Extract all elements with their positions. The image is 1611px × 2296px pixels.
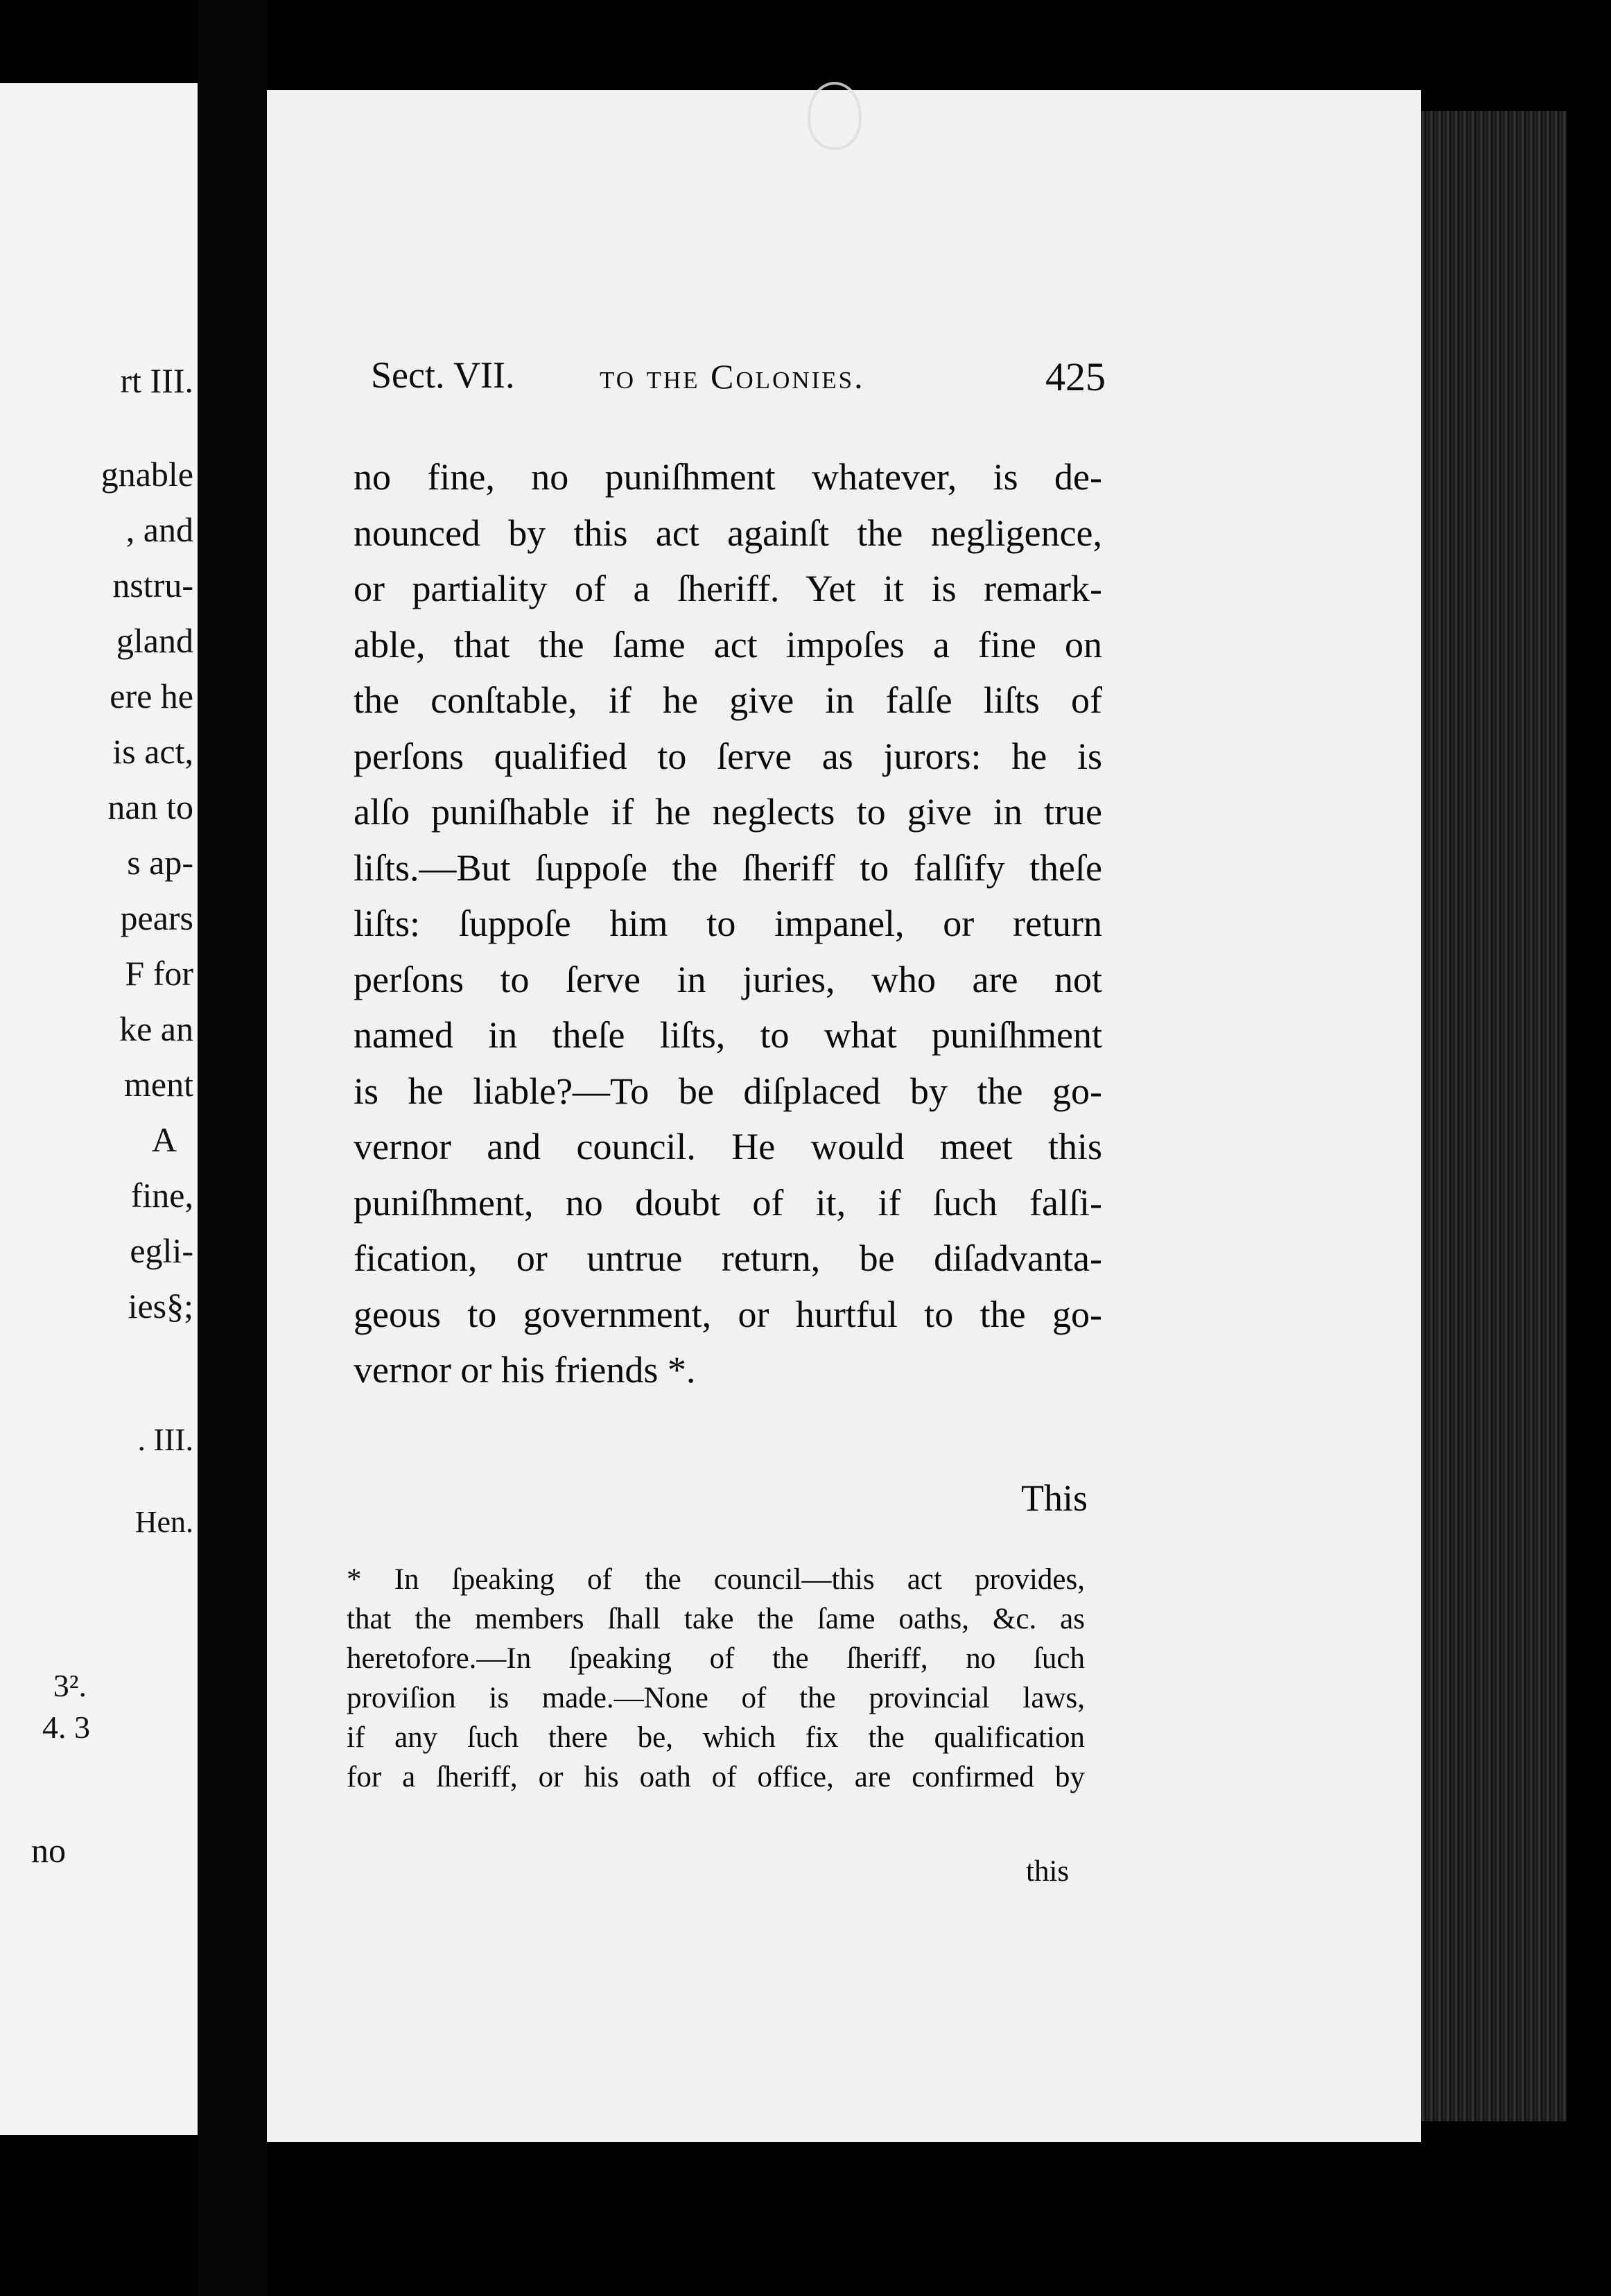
left-page-fragment: ies§;	[128, 1287, 193, 1325]
body-text	[354, 449, 1102, 1398]
footnote-line: * In ſpeaking of the council—this act provides,	[347, 1563, 1085, 1596]
footnote-line: if any ſuch there be, which fix the qualification	[347, 1721, 1085, 1754]
body-line: able, that the ſame act impoſes a fine on	[354, 623, 1102, 666]
body-line: no fine, no puniſhment whatever, is de-	[354, 456, 1102, 498]
footnote-line: proviſion is made.—None of the provincial laws,	[347, 1682, 1085, 1714]
footnote	[347, 1560, 1085, 1797]
left-page-fragment: ment	[124, 1065, 193, 1104]
left-page-fragment: s ap-	[127, 843, 193, 882]
body-line: puniſhment, no doubt of it, if ſuch falſi-	[354, 1181, 1102, 1224]
left-page-fragment: ere he	[110, 677, 193, 715]
footnote-line: for a ſheriff, or his oath of office, are confirmed by	[347, 1761, 1085, 1793]
left-page-fragment: F for	[125, 954, 193, 993]
body-line: nounced by this act againſt the negligence,	[354, 512, 1102, 554]
left-page	[0, 83, 198, 2135]
left-page-fragment: Hen.	[134, 1505, 193, 1539]
running-title: to the Colonies.	[600, 357, 865, 396]
body-line: vernor and council. He would meet this	[354, 1126, 1102, 1167]
left-page-fragment: egli-	[130, 1231, 193, 1270]
body-line: is he liable?—To be diſplaced by the go-	[354, 1070, 1102, 1112]
left-page-fragment: nan to	[107, 788, 193, 826]
body-line: perſons to ſerve in juries, who are not	[354, 958, 1102, 1000]
body-line: named in theſe liſts, to what puniſhment	[354, 1014, 1102, 1056]
left-page-fragment: pears	[120, 898, 193, 937]
left-page-fragment: , and	[125, 510, 193, 549]
left-page-fragment: A	[151, 1120, 177, 1159]
running-header	[371, 354, 1106, 409]
left-page-fragment: 4. 3	[42, 1710, 90, 1745]
left-page-fragment: gnable	[101, 455, 193, 494]
body-line: fication, or untrue return, be diſadvanta-	[354, 1237, 1102, 1279]
page-number: 425	[1045, 354, 1106, 399]
body-line: geous to government, or hurtful to the go-	[354, 1293, 1102, 1335]
left-page-fragment: rt III.	[120, 361, 193, 400]
left-page-fragment: nstru-	[112, 566, 193, 605]
body-line: alſo puniſhable if he neglects to give in true	[354, 791, 1102, 833]
body-line: liſts.—But ſuppoſe the ſheriff to falſify theſe	[354, 846, 1102, 889]
footnote-catchword: this	[1026, 1855, 1070, 1888]
page-mark	[808, 82, 862, 150]
page-fore-edge	[1421, 111, 1567, 2121]
body-line: or partiality of a ſheriff. Yet it is remark-	[354, 568, 1102, 609]
section-label: Sect. VII.	[371, 354, 515, 396]
footnote-line: that the members ſhall take the ſame oaths, &c. as	[347, 1603, 1085, 1635]
book-gutter	[198, 0, 267, 2296]
left-page-fragment: . III.	[137, 1422, 193, 1457]
left-page-fragment: gland	[116, 621, 193, 660]
body-line: perſons qualified to ſerve as jurors: he is	[354, 735, 1102, 777]
left-page-fragment: fine,	[130, 1176, 193, 1215]
body-line: vernor or his friends *.	[354, 1349, 696, 1391]
footnote-line: heretofore.—In ſpeaking of the ſheriff, no ſuch	[347, 1642, 1085, 1675]
body-line: the conſtable, if he give in falſe liſts of	[354, 679, 1102, 721]
catchword: This	[1020, 1477, 1088, 1519]
left-page-fragment: ke an	[119, 1009, 193, 1048]
left-page-fragment: no	[31, 1831, 66, 1870]
left-page-fragment: 3².	[53, 1668, 87, 1703]
body-line: liſts: ſuppoſe him to impanel, or return	[354, 903, 1102, 944]
left-page-fragment: is act,	[112, 732, 193, 771]
